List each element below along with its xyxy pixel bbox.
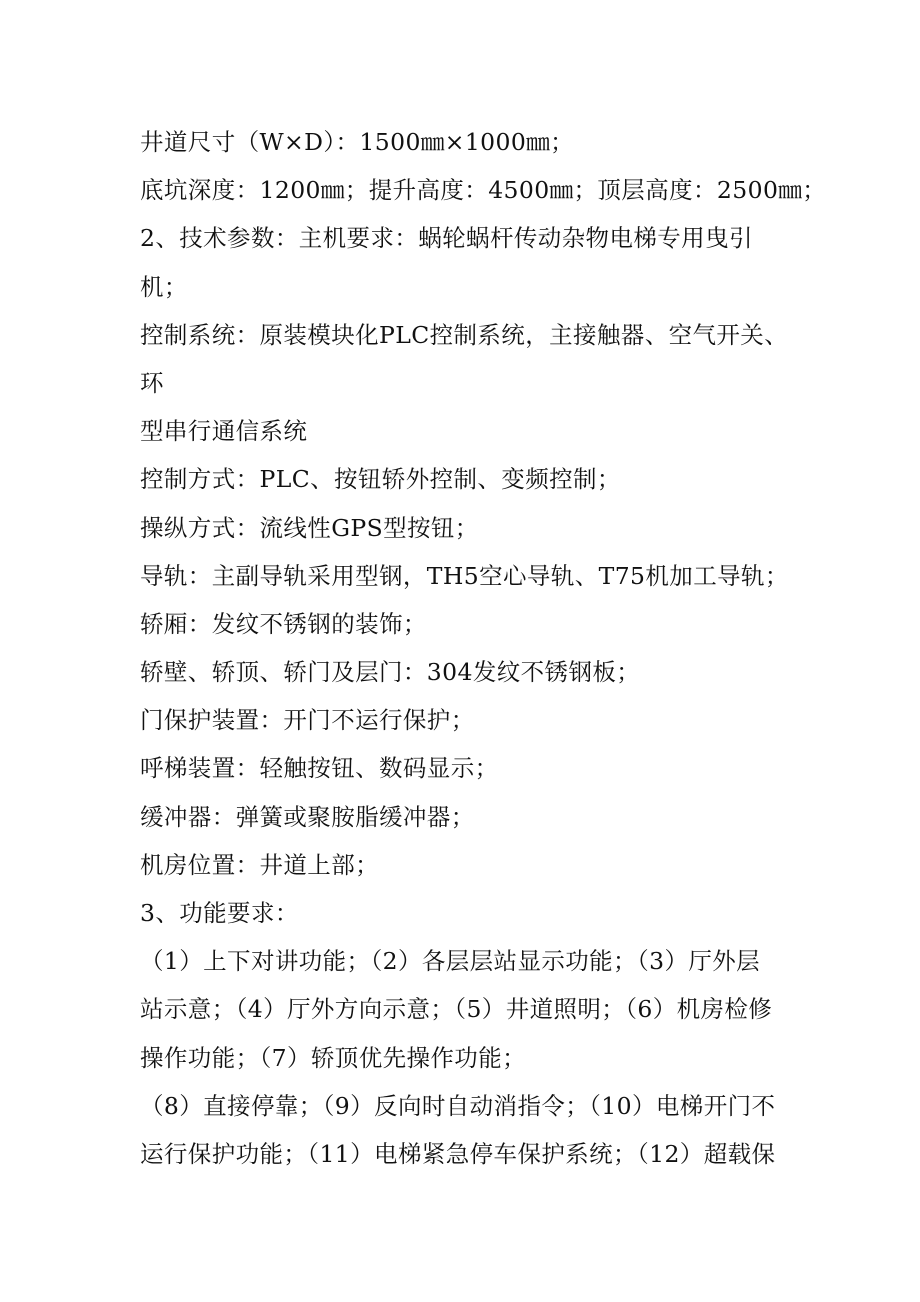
text-line: 井道尺寸（W×D）：1500㎜×1000㎜； <box>140 128 575 156</box>
text-line: 导轨：主副导轨采用型钢，TH5空心导轨、T75机加工导轨； <box>140 561 789 590</box>
document-body <box>140 118 827 1178</box>
text-line: 型串行通信系统 <box>140 417 308 446</box>
text-line: 运行保护功能；（11）电梯紧急停车保护系统；（12）超载保 <box>140 1139 776 1168</box>
text-line: 站示意；（4）厅外方向示意；（5）井道照明；（6）机房检修 <box>140 995 773 1024</box>
text-line: 机房位置：井道上部； <box>140 850 379 879</box>
text-line: 控制方式：PLC、按钮轿外控制、变频控制； <box>140 465 621 494</box>
text-line: （8）直接停靠；（9）反向时自动消指令；（10）电梯开门不 <box>140 1091 776 1120</box>
text-line: 控制系统：原装模块化PLC控制系统，主接触器、空气开关、 <box>140 320 789 349</box>
text-line: 门保护装置：开门不运行保护； <box>140 706 475 735</box>
text-line: 机； <box>140 272 188 301</box>
text-line: 环 <box>140 368 164 397</box>
text-line: 呼梯装置：轻触按钮、数码显示； <box>140 754 499 783</box>
text-line: 操纵方式：流线性GPS型按钮； <box>140 513 479 542</box>
text-line: 2、技术参数：主机要求：蜗轮蜗杆传动杂物电梯专用曳引 <box>140 224 753 253</box>
text-line: 操作功能；（7）轿顶优先操作功能； <box>140 1043 527 1072</box>
text-line: 缓冲器：弹簧或聚胺脂缓冲器； <box>140 802 475 831</box>
text-line: 3、功能要求： <box>140 899 299 927</box>
text-line: 轿厢：发纹不锈钢的装饰； <box>140 609 427 638</box>
text-line: 底坑深度：1200㎜；提升高度：4500㎜；顶层高度：2500㎜； <box>140 176 827 205</box>
text-line: 轿壁、轿顶、轿门及层门：304发纹不锈钢板； <box>140 658 641 687</box>
text-line: （1）上下对讲功能；（2）各层层站显示功能；（3）厅外层 <box>140 947 761 976</box>
